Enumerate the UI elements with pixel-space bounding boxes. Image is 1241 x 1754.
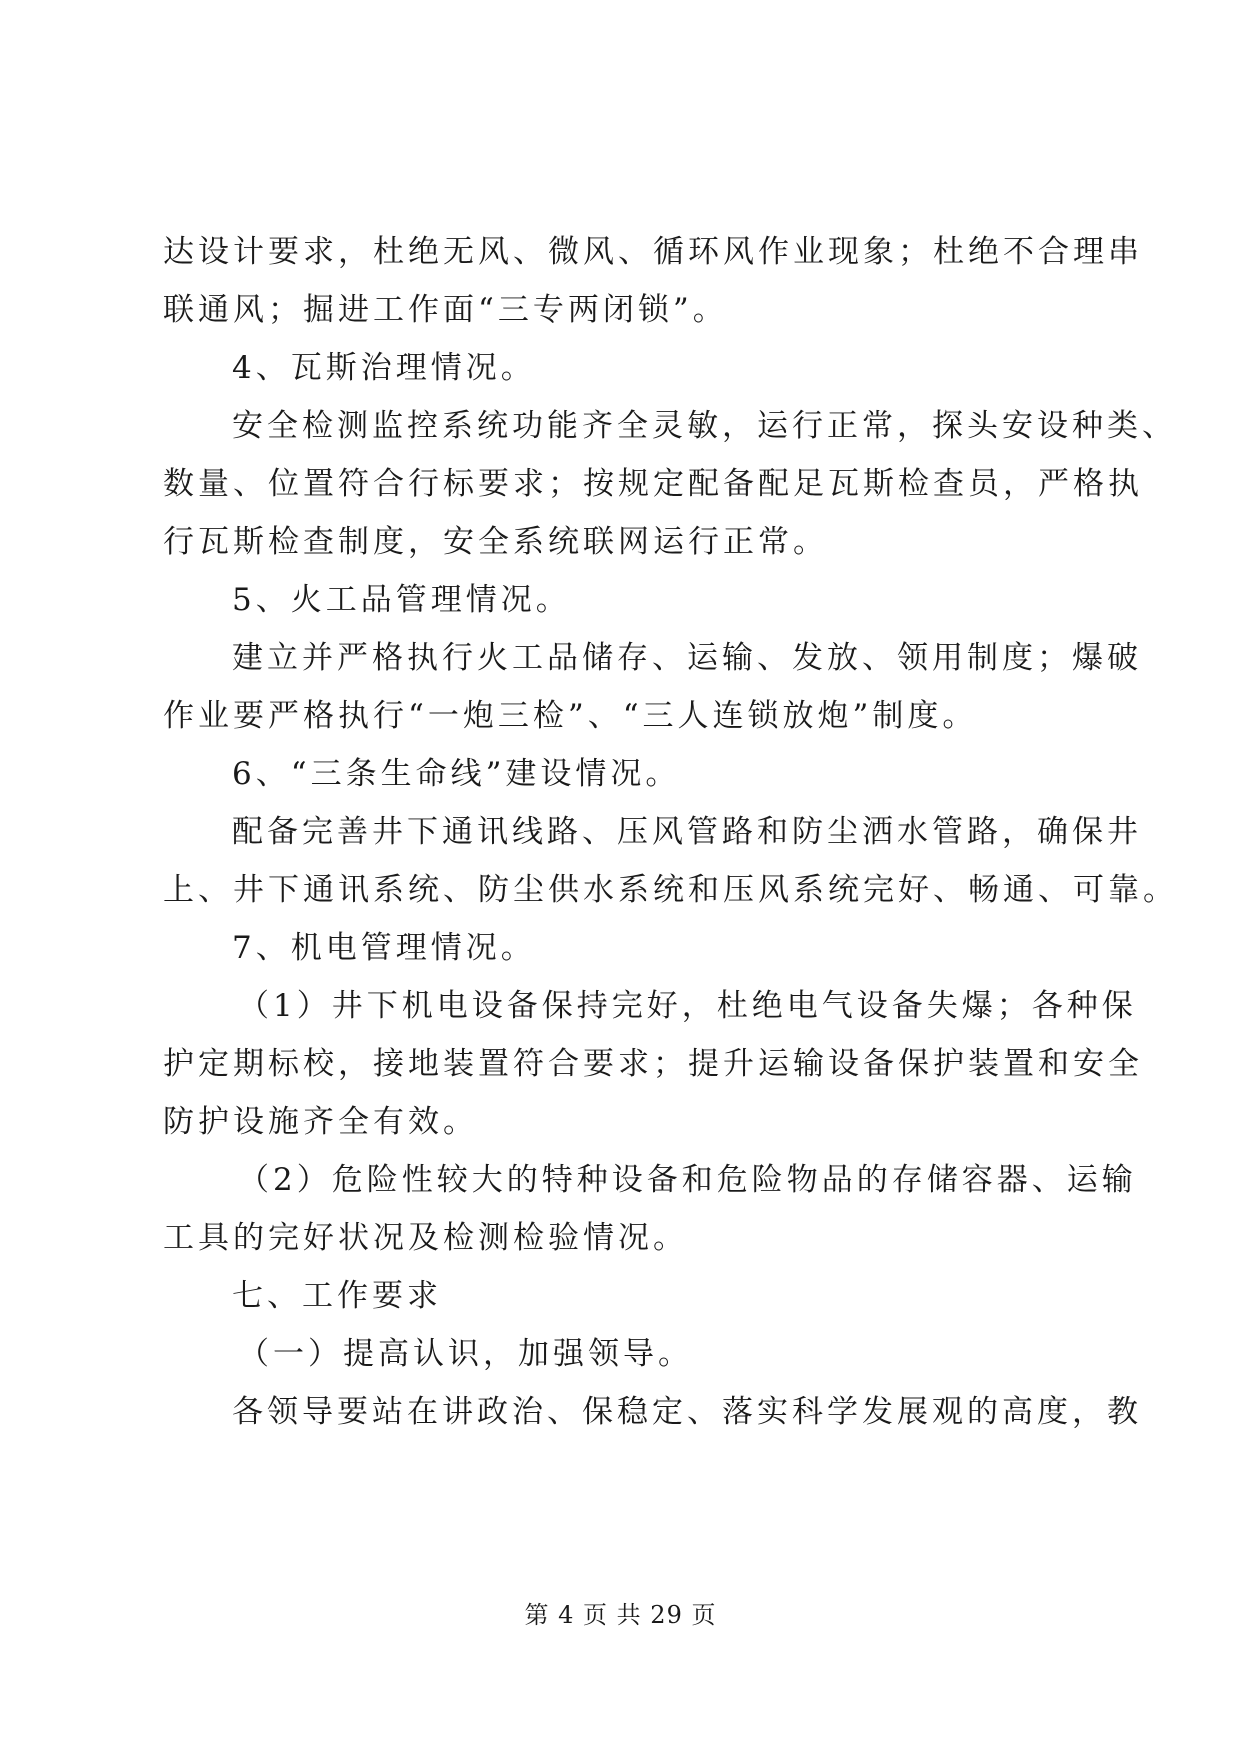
text-line: 数量、位置符合行标要求；按规定配备配足瓦斯检查员，严格执 (163, 466, 1143, 502)
text-line: 护定期标校，接地装置符合要求；提升运输设备保护装置和安全 (163, 1046, 1143, 1082)
section-heading: 7、机电管理情况。 (232, 930, 536, 966)
text-line: （2）危险性较大的特种设备和危险物品的存储容器、运输 (238, 1162, 1137, 1198)
subsection-heading: （一）提高认识，加强领导。 (238, 1336, 693, 1372)
section-heading: 七、工作要求 (232, 1278, 442, 1314)
text-line: 联通风；掘进工作面“三专两闭锁”。 (163, 292, 728, 328)
text-line: 安全检测监控系统功能齐全灵敏，运行正常，探头安设种类、 (232, 408, 1177, 444)
text-line: 作业要严格执行“一炮三检”、“三人连锁放炮”制度。 (163, 698, 978, 734)
page-number-footer: 第 4 页 共 29 页 (524, 1601, 717, 1629)
section-heading: 4、瓦斯治理情况。 (232, 350, 536, 386)
section-heading: 6、“三条生命线”建设情况。 (232, 756, 681, 792)
text-line: 达设计要求，杜绝无风、微风、循环风作业现象；杜绝不合理串 (163, 234, 1143, 270)
text-line: 防护设施齐全有效。 (163, 1104, 478, 1140)
text-line: 建立并严格执行火工品储存、运输、发放、领用制度；爆破 (232, 640, 1142, 676)
text-line: 各领导要站在讲政治、保稳定、落实科学发展观的高度，教 (232, 1394, 1142, 1430)
text-line: 工具的完好状况及检测检验情况。 (163, 1220, 688, 1256)
text-line: 配备完善井下通讯线路、压风管路和防尘洒水管路，确保井 (232, 814, 1142, 850)
text-line: 上、井下通讯系统、防尘供水系统和压风系统完好、畅通、可靠。 (163, 872, 1178, 908)
text-line: （1）井下机电设备保持完好，杜绝电气设备失爆；各种保 (238, 988, 1137, 1024)
section-heading: 5、火工品管理情况。 (232, 582, 571, 618)
text-line: 行瓦斯检查制度，安全系统联网运行正常。 (163, 524, 828, 560)
